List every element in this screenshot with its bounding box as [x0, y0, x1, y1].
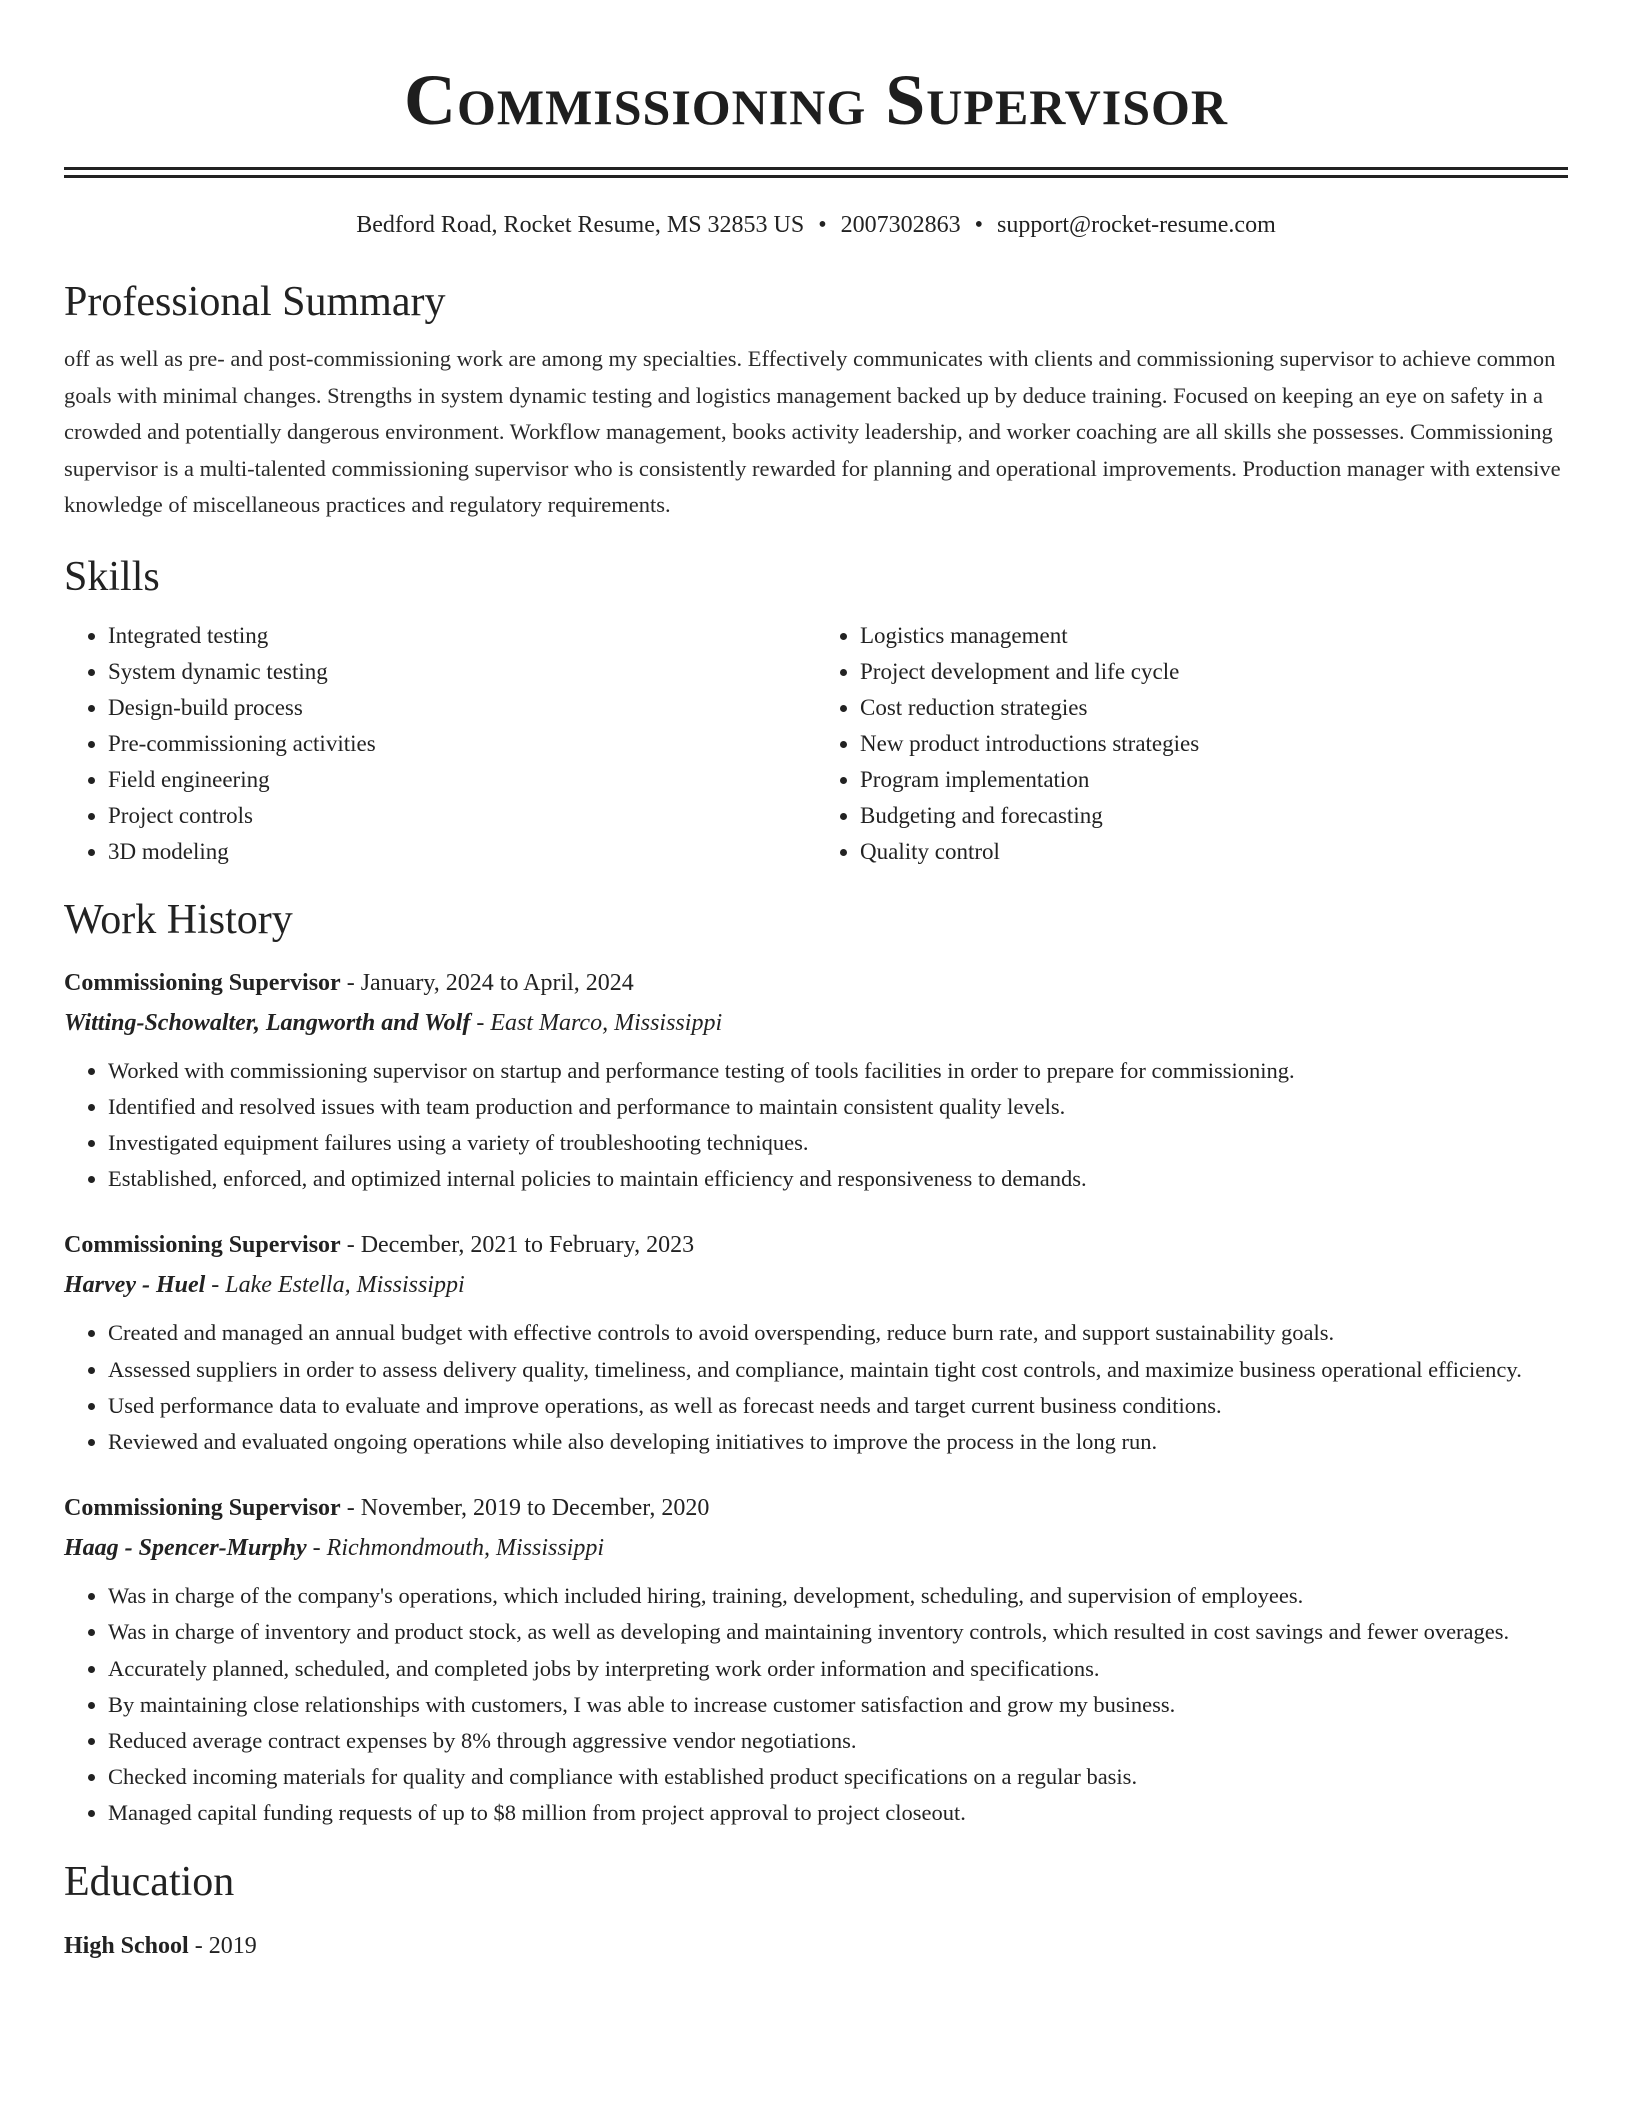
job-bullet: • Was in charge of the company's operations, which included hiring, training, development, scheduling, and supervision of employees. — [108, 1578, 1568, 1614]
education-heading: Education — [64, 1858, 235, 1905]
job-dates: - November, 2019 to December, 2020 — [346, 1495, 710, 1522]
job-bullets — [64, 1053, 1568, 1198]
skill-item: • Design-build process — [108, 690, 816, 726]
skill-item: • Logistics management — [860, 618, 1568, 654]
summary-text: off as well as pre- and post-commissioning work are among my specialties. Effectively communicates with clients and commissioning supervisor to achieve common goals with minimal changes. Strengths in system dynamic testing and logistics management backed up by deduce training. Focused on keeping an eye on safety in a crowded and potentially dangerous environment. Workflow management, books activity leadership, and worker coaching are all skills she possesses. Commissioning supervisor is a multi-talented commissioning supervisor who is consistently rewarded for planning and operational improvements. Production manager with extensive knowledge of miscellaneous practices and regulatory requirements. — [64, 346, 1561, 517]
job-bullet: • Accurately planned, scheduled, and completed jobs by interpreting work order information and specifications. — [108, 1651, 1568, 1687]
contact-separator: • — [974, 212, 984, 238]
job-bullet: • Checked incoming materials for quality and compliance with established product specifications on a regular basis. — [108, 1759, 1568, 1795]
resume-name: Commissioning Supervisor — [403, 60, 1229, 140]
education-year: - 2019 — [194, 1932, 257, 1959]
job-location: - Lake Estella, Mississippi — [211, 1272, 465, 1299]
job-entry — [64, 1225, 1568, 1460]
job-dates: - December, 2021 to February, 2023 — [346, 1232, 695, 1259]
job-company: Haag - Spencer-Murphy — [64, 1535, 307, 1562]
job-bullet: • Assessed suppliers in order to assess delivery quality, timeliness, and compliance, maintain tight cost controls, and maximize business operational efficiency. — [108, 1352, 1568, 1388]
skill-item: • Integrated testing — [108, 618, 816, 654]
job-company: Harvey - Huel — [64, 1272, 206, 1299]
skill-item: • Pre-commissioning activities — [108, 726, 816, 762]
contact-separator: • — [818, 212, 827, 238]
job-company-line — [64, 1528, 1568, 1568]
job-entry — [64, 1488, 1568, 1831]
contact-line — [64, 210, 1568, 240]
skill-item: • Project controls — [108, 798, 816, 834]
job-bullets — [64, 1315, 1568, 1460]
skills-column-left — [64, 618, 816, 870]
job-title-line — [64, 963, 1568, 1003]
job-role: Commissioning Supervisor — [64, 1495, 341, 1522]
job-title-line — [64, 1225, 1568, 1265]
job-bullet: • Identified and resolved issues with team production and performance to maintain consistent quality levels. — [108, 1089, 1568, 1125]
job-bullet: • By maintaining close relationships with customers, I was able to increase customer satisfaction and grow my business. — [108, 1687, 1568, 1723]
job-bullet: • Reduced average contract expenses by 8% through aggressive vendor negotiations. — [108, 1723, 1568, 1759]
job-entry — [64, 963, 1568, 1198]
job-bullet: • Investigated equipment failures using a variety of troubleshooting techniques. — [108, 1125, 1568, 1161]
skill-item: • Program implementation — [860, 762, 1568, 798]
skills-column-right — [816, 618, 1568, 870]
skills-heading: Skills — [64, 553, 160, 600]
skill-item: • Cost reduction strategies — [860, 690, 1568, 726]
skill-item: • Quality control — [860, 834, 1568, 870]
contact-address: Bedford Road, Rocket Resume, MS 32853 US — [356, 212, 805, 238]
job-bullets — [64, 1578, 1568, 1831]
job-bullet: • Created and managed an annual budget with effective controls to avoid overspending, reduce burn rate, and support sustainability goals. — [108, 1315, 1568, 1351]
job-location: - Richmondmouth, Mississippi — [312, 1535, 604, 1562]
skill-item: • System dynamic testing — [108, 654, 816, 690]
contact-email: support@rocket-resume.com — [997, 212, 1276, 238]
education-degree: High School — [64, 1932, 189, 1959]
job-dates: - January, 2024 to April, 2024 — [346, 969, 634, 996]
skill-item: • Budgeting and forecasting — [860, 798, 1568, 834]
skill-item: • New product introductions strategies — [860, 726, 1568, 762]
education-entry — [64, 1928, 1568, 1964]
job-location: - East Marco, Mississippi — [476, 1009, 723, 1036]
job-bullet: • Used performance data to evaluate and improve operations, as well as forecast needs and target current business conditions. — [108, 1388, 1568, 1424]
job-company: Witting-Schowalter, Langworth and Wolf — [64, 1009, 471, 1036]
job-title-line — [64, 1488, 1568, 1528]
job-bullet: • Reviewed and evaluated ongoing operations while also developing initiatives to improve the process in the long run. — [108, 1424, 1568, 1460]
job-bullet: • Established, enforced, and optimized internal policies to maintain efficiency and responsiveness to demands. — [108, 1161, 1568, 1197]
job-bullet: • Worked with commissioning supervisor on startup and performance testing of tools facilities in order to prepare for commissioning. — [108, 1053, 1568, 1089]
job-bullet: • Was in charge of inventory and product stock, as well as developing and maintaining inventory controls, which resulted in cost savings and fewer overages. — [108, 1614, 1568, 1650]
work-history-heading: Work History — [64, 896, 293, 943]
skill-item: • 3D modeling — [108, 834, 816, 870]
summary-heading: Professional Summary — [64, 279, 446, 325]
job-company-line — [64, 1265, 1568, 1305]
skill-item: • Project development and life cycle — [860, 654, 1568, 690]
job-role: Commissioning Supervisor — [64, 969, 341, 996]
skills-list — [64, 618, 1568, 870]
header-divider — [64, 167, 1568, 178]
contact-phone: 2007302863 — [840, 212, 961, 238]
job-bullet: • Managed capital funding requests of up to $8 million from project approval to project closeout. — [108, 1795, 1568, 1831]
job-company-line — [64, 1003, 1568, 1043]
job-role: Commissioning Supervisor — [64, 1232, 341, 1259]
skill-item: • Field engineering — [108, 762, 816, 798]
